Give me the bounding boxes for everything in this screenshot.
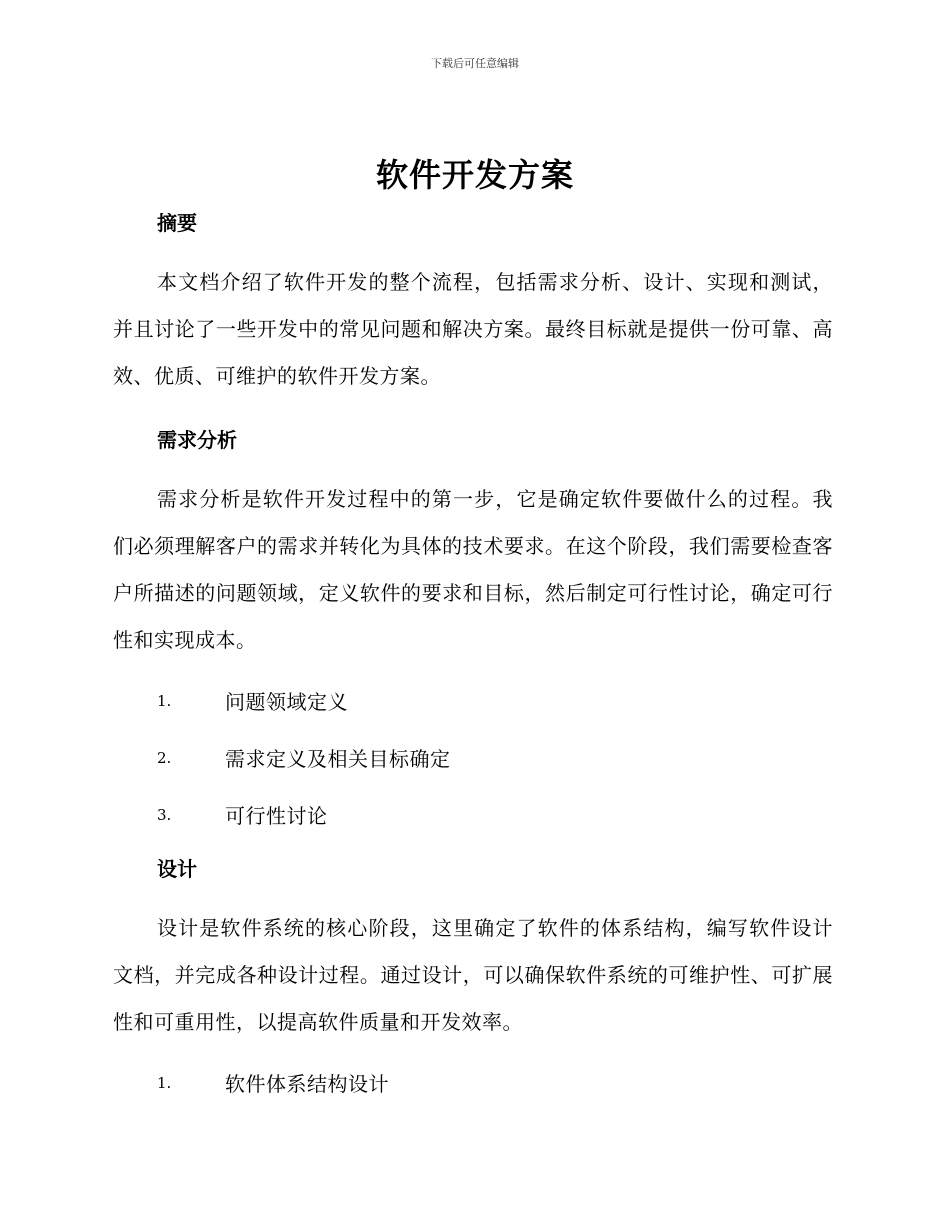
list-item	[113, 1054, 833, 1111]
list-item-text: 可行性讨论	[225, 804, 328, 828]
requirements-list	[113, 672, 833, 843]
list-item-number: 3.	[157, 805, 172, 824]
requirements-paragraph: 需求分析是软件开发过程中的第一步，它是确定软件要做什么的过程。我们必须理解客户的需求并转化为具体的技术要求。在这个阶段，我们需要检查客户所描述的问题领域，定义软件的要求和目标，然后制定可行性讨论，确定可行性和实现成本。	[113, 487, 833, 652]
list-item-text: 软件体系结构设计	[225, 1072, 389, 1096]
document-body	[113, 205, 833, 1111]
section-heading-requirements: 需求分析	[157, 428, 237, 452]
abstract-paragraph: 本文档介绍了软件开发的整个流程，包括需求分析、设计、实现和测试，并且讨论了一些开发中的常见问题和解决方案。最终目标就是提供一份可靠、高效、优质、可维护的软件开发方案。	[113, 270, 833, 388]
header-note: 下载后可任意编辑	[431, 57, 519, 70]
list-item-number: 2.	[157, 748, 172, 767]
document-title: 软件开发方案	[375, 156, 574, 194]
list-item-number: 1.	[157, 1073, 172, 1092]
list-item-number: 1.	[157, 691, 172, 710]
list-item	[113, 672, 833, 729]
design-list	[113, 1054, 833, 1111]
list-item	[113, 786, 833, 843]
design-paragraph: 设计是软件系统的核心阶段，这里确定了软件的体系结构，编写软件设计文档，并完成各种设计过程。通过设计，可以确保软件系统的可维护性、可扩展性和可重用性，以提高软件质量和开发效率。	[113, 916, 833, 1034]
section-heading-design: 设计	[157, 857, 197, 881]
section-heading-abstract: 摘要	[157, 211, 197, 235]
list-item-text: 问题领域定义	[225, 690, 348, 714]
list-item	[113, 729, 833, 786]
list-item-text: 需求定义及相关目标确定	[225, 747, 451, 771]
